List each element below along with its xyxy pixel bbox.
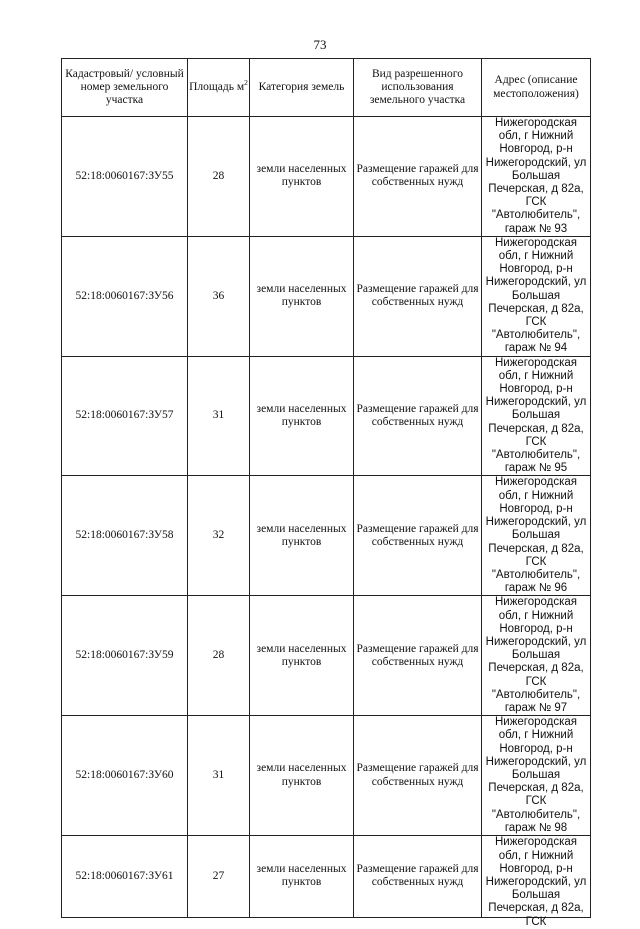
table-row	[62, 117, 591, 237]
address: Нижегородская обл, г Нижний Новгород, р-н Нижегородский, ул Большая Печерская, д 82а, ГСК "Автолюбитель", гараж № 95	[482, 356, 591, 476]
table-row	[62, 835, 591, 917]
permitted-use: Размещение гаражей для собственных нужд	[354, 835, 482, 917]
permitted-use: Размещение гаражей для собственных нужд	[354, 356, 482, 476]
header-area-label: Площадь м	[189, 80, 245, 93]
cadastral-number: 52:18:0060167:ЗУ58	[62, 476, 188, 596]
area-value: 31	[188, 716, 250, 836]
permitted-use: Размещение гаражей для собственных нужд	[354, 716, 482, 836]
table-row	[62, 716, 591, 836]
cadastral-number: 52:18:0060167:ЗУ55	[62, 117, 188, 237]
page-number: 73	[313, 37, 327, 52]
area-value: 36	[188, 236, 250, 356]
address: Нижегородская обл, г Нижний Новгород, р-н Нижегородский, ул Большая Печерская, д 82а, ГСК "Автолюбитель", гараж № 97	[482, 596, 591, 716]
cadastral-number: 52:18:0060167:ЗУ61	[62, 835, 188, 917]
header-permitted-use: Вид разрешенного использования земельного участка	[354, 59, 482, 117]
permitted-use: Размещение гаражей для собственных нужд	[354, 596, 482, 716]
header-address: Адрес (описание местоположения)	[482, 59, 591, 117]
area-value: 28	[188, 596, 250, 716]
land-category: земли населенных пунктов	[250, 236, 354, 356]
land-category: земли населенных пунктов	[250, 716, 354, 836]
permitted-use: Размещение гаражей для собственных нужд	[354, 476, 482, 596]
permitted-use: Размещение гаражей для собственных нужд	[354, 236, 482, 356]
cadastral-number: 52:18:0060167:ЗУ59	[62, 596, 188, 716]
table-row	[62, 476, 591, 596]
table-row	[62, 236, 591, 356]
land-plots-table	[61, 58, 591, 928]
land-category: земли населенных пунктов	[250, 117, 354, 237]
address: Нижегородская обл, г Нижний Новгород, р-н Нижегородский, ул Большая Печерская, д 82а, ГСК "Автолюбитель", гараж № 96	[482, 476, 591, 596]
land-category: земли населенных пунктов	[250, 356, 354, 476]
land-category: земли населенных пунктов	[250, 476, 354, 596]
table-row	[62, 356, 591, 476]
header-area-superscript: 2	[244, 78, 248, 88]
address: Нижегородская обл, г Нижний Новгород, р-н Нижегородский, ул Большая Печерская, д 82а, ГСК "Автолюбитель", гараж № 94	[482, 236, 591, 356]
address: Нижегородская обл, г Нижний Новгород, р-н Нижегородский, ул Большая Печерская, д 82а, ГСК "Автолюбитель", гараж № 93	[482, 117, 591, 237]
table-row	[62, 596, 591, 716]
cadastral-number: 52:18:0060167:ЗУ60	[62, 716, 188, 836]
area-value: 27	[188, 835, 250, 917]
header-area	[188, 59, 250, 117]
land-category: земли населенных пунктов	[250, 596, 354, 716]
header-land-category: Категория земель	[250, 59, 354, 117]
table-header-row	[62, 59, 591, 117]
permitted-use: Размещение гаражей для собственных нужд	[354, 117, 482, 237]
area-value: 32	[188, 476, 250, 596]
area-value: 31	[188, 356, 250, 476]
area-value: 28	[188, 117, 250, 237]
cadastral-number: 52:18:0060167:ЗУ57	[62, 356, 188, 476]
address	[482, 835, 591, 928]
land-category: земли населенных пунктов	[250, 835, 354, 917]
cadastral-number: 52:18:0060167:ЗУ56	[62, 236, 188, 356]
address-text: Нижегородская обл, г Нижний Новгород, р-н Нижегородский, ул Большая Печерская, д 82а, ГСК	[485, 836, 587, 928]
header-cadastral-number: Кадастровый/ условный номер земельного участка	[62, 59, 188, 117]
address: Нижегородская обл, г Нижний Новгород, р-н Нижегородский, ул Большая Печерская, д 82а, ГСК "Автолюбитель", гараж № 98	[482, 716, 591, 836]
